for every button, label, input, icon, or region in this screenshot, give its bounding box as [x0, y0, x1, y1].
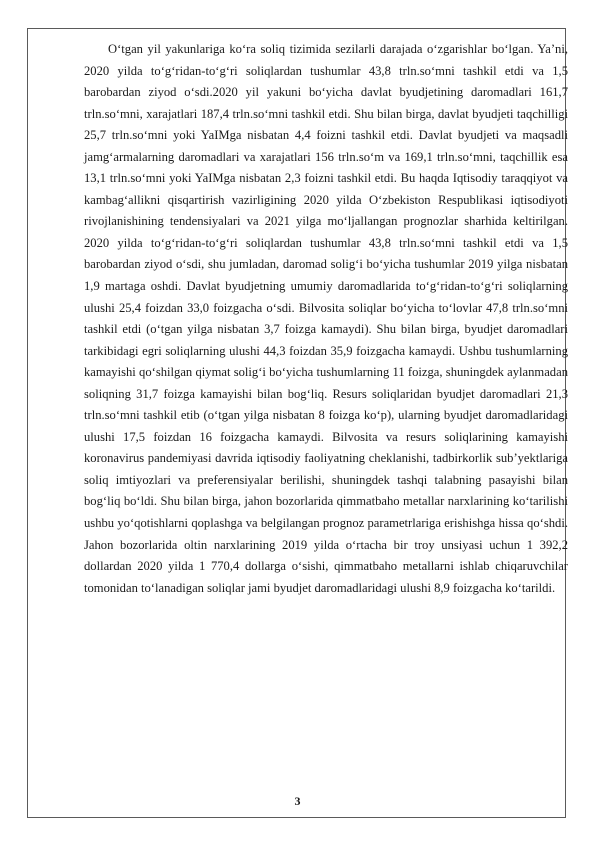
- body-paragraph: O‘tgan yil yakunlariga ko‘ra soliq tizimida sezilarli darajada o‘zgarishlar bo‘lgan. Ya’ni, 2020 yilda to‘g‘ridan-to‘g‘ri soliqlardan tushumlar 43,8 trln.so‘mni tashkil etdi va 1,5 barobardan ziyod o‘sdi.2020 yil yakuni bo‘yicha davlat byudjetining daromadlari 161,7 trln.so‘mni, xarajatlari 187,4 trln.so‘mni tashkil etdi. Shu bilan birga, davlat byudjeti taqchilligi 25,7 trln.so‘mni yoki YaIMga nisbatan 4,4 foizni tashkil etdi. Davlat byudjeti va maqsadli jamg‘armalarning daromadlari va xarajatlari 156 trln.so‘m va 169,1 trln.so‘mni, taqchillik esa 13,1 trln.so‘mni yoki YaIMga nisbatan 2,3 foizni tashkil etdi. Bu haqda Iqtisodiy taraqqiyot va kambag‘allikni qisqartirish vazirligining 2020 yilda O‘zbekiston Respublikasi iqtisodiyoti rivojlanishining tendensiyalari va 2021 yilga mo‘ljallangan prognozlar sharhida keltirilgan. 2020 yilda to‘g‘ridan-to‘g‘ri soliqlardan tushumlar 43,8 trln.so‘mni tashkil etdi va 1,5 barobardan ziyod o‘sdi, shu jumladan, daromad solig‘i bo‘yicha tushumlar 2019 yilga nisbatan 1,9 martaga oshdi. Davlat byudjetning umumiy daromadlarida to‘g‘ridan-to‘g‘ri soliqlarning ulushi 25,4 foizdan 33,0 foizgacha o‘sdi. Bilvosita soliqlar bo‘yicha to‘lovlar 47,8 trln.so‘mni tashkil etdi (o‘tgan yilga nisbatan 3,7 foizga kamaydi). Shu bilan birga, byudjet daromadlari tarkibidagi egri soliqlarning ulushi 44,3 foizdan 35,9 foizgacha kamaydi. Ushbu tushumlarning kamayishi qo‘shilgan qiymat solig‘i bo‘yicha tushumlarning 11 foizga, shuningdek aylanmadan soliqning 31,7 foizga kamayishi bilan bog‘liq. Resurs soliqlaridan byudjet daromadlari 21,3 trln.so‘mni tashkil etib (o‘tgan yilga nisbatan 8 foizga ko‘p), ularning byudjet daromadlaridagi ulushi 17,5 foizdan 16 foizgacha kamaydi. Bilvosita va resurs soliqlarining kamayishi koronavirus pandemiyasi davrida iqtisodiy faoliyatning cheklanishi, tadbirkorlik sub’yektlariga soliq imtiyozlari va preferensiyalar berilishi, shuningdek tashqi talabning pasayishi bilan bog‘liq bo‘ldi. Shu bilan birga, jahon bozorlarida qimmatbaho metallar narxlarining ko‘tarilishi ushbu yo‘qotishlarni qoplashga va belgilangan prognoz parametrlariga erishishga hissa qo‘shdi. Jahon bozorlarida oltin narxlarining 2019 yilda o‘rtacha bir troy unsiyasi uchun 1 392,2 dollardan 2020 yilda 1 770,4 dollarga o‘sishi, qimmatbaho metallarni ishlab chiqaruvchilar tomonidan to‘lanadigan soliqlar jami byudjet daromadlaridagi ulushi 8,9 foizgacha ko‘tarildi.: [84, 42, 568, 595]
- document-body: [84, 39, 568, 599]
- page-number: 3: [294, 794, 301, 808]
